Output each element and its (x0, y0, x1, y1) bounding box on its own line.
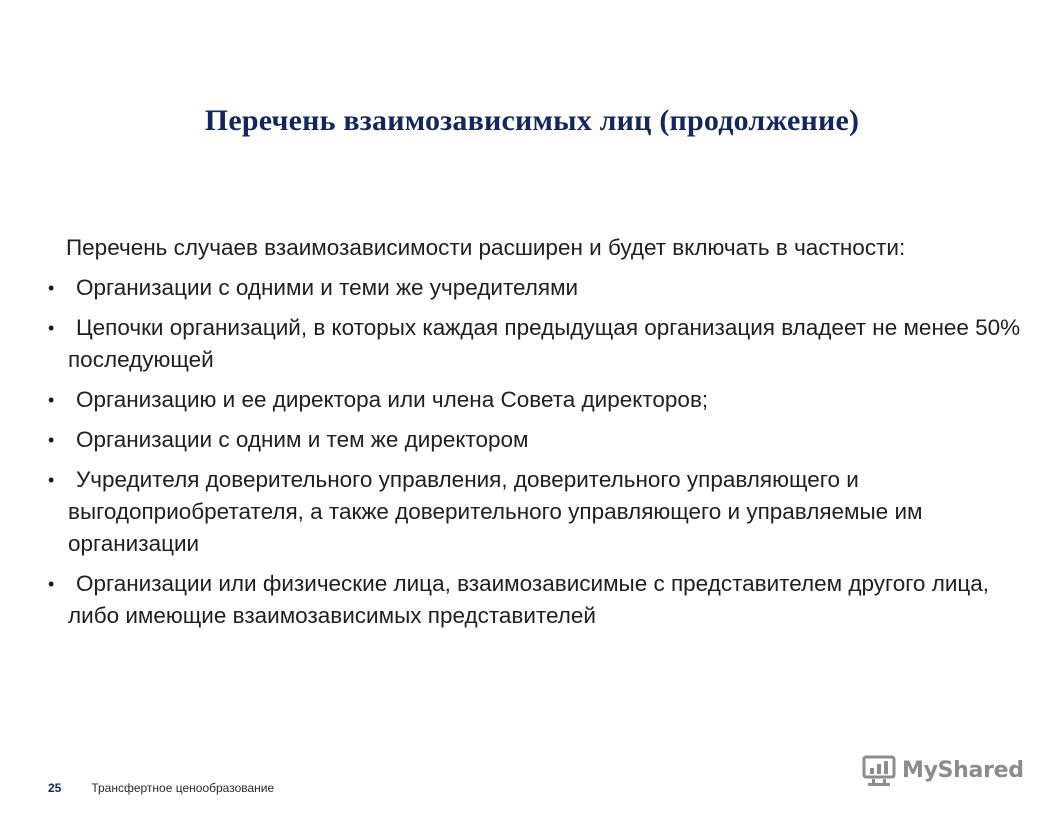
bullet-marker: • (48, 430, 55, 450)
bullet-marker: • (48, 318, 55, 338)
presentation-board-icon (862, 754, 896, 786)
bullet-text: Учредителя доверительного управления, доверительного управляющего и выгодоприобретателя, а также доверительного управляющего и управляемые им организации (68, 467, 923, 556)
bullet-text: Организации или физические лица, взаимозависимые с представителем другого лица, либо имеющие взаимозависимых представителей (68, 571, 990, 628)
bullet-text: Организации с одним и тем же директором (76, 427, 529, 452)
watermark-logo[interactable] (862, 752, 1024, 788)
page-number: 25 (48, 781, 62, 795)
footer-caption: Трансфертное ценообразование (91, 781, 275, 795)
bullet-marker: • (48, 278, 55, 298)
bullet-item (48, 312, 1038, 376)
bullet-text: Цепочки организаций, в которых каждая предыдущая организация владеет не менее 50% последующей (68, 315, 1021, 372)
bullet-marker: • (48, 574, 55, 594)
bullet-item (48, 568, 1038, 632)
bullet-marker: • (48, 470, 55, 490)
bullet-text: Организацию и ее директора или члена Совета директоров; (76, 387, 709, 412)
intro-text: Перечень случаев взаимозависимости расширен и будет включать в частности: (66, 235, 906, 260)
slide-body (48, 232, 1038, 640)
bullet-item (48, 424, 1038, 456)
bullet-item (48, 384, 1038, 416)
bullet-item (48, 464, 1038, 560)
bullet-item (48, 272, 1038, 304)
bullet-list (48, 272, 1038, 632)
slide-title: Перечень взаимозависимых лиц (продолжение) (204, 104, 860, 137)
bullet-marker: • (48, 390, 55, 410)
bullet-text: Организации с одними и теми же учредителями (76, 275, 579, 300)
watermark-text: MyShared (902, 757, 1024, 783)
slide-footer (48, 781, 274, 795)
